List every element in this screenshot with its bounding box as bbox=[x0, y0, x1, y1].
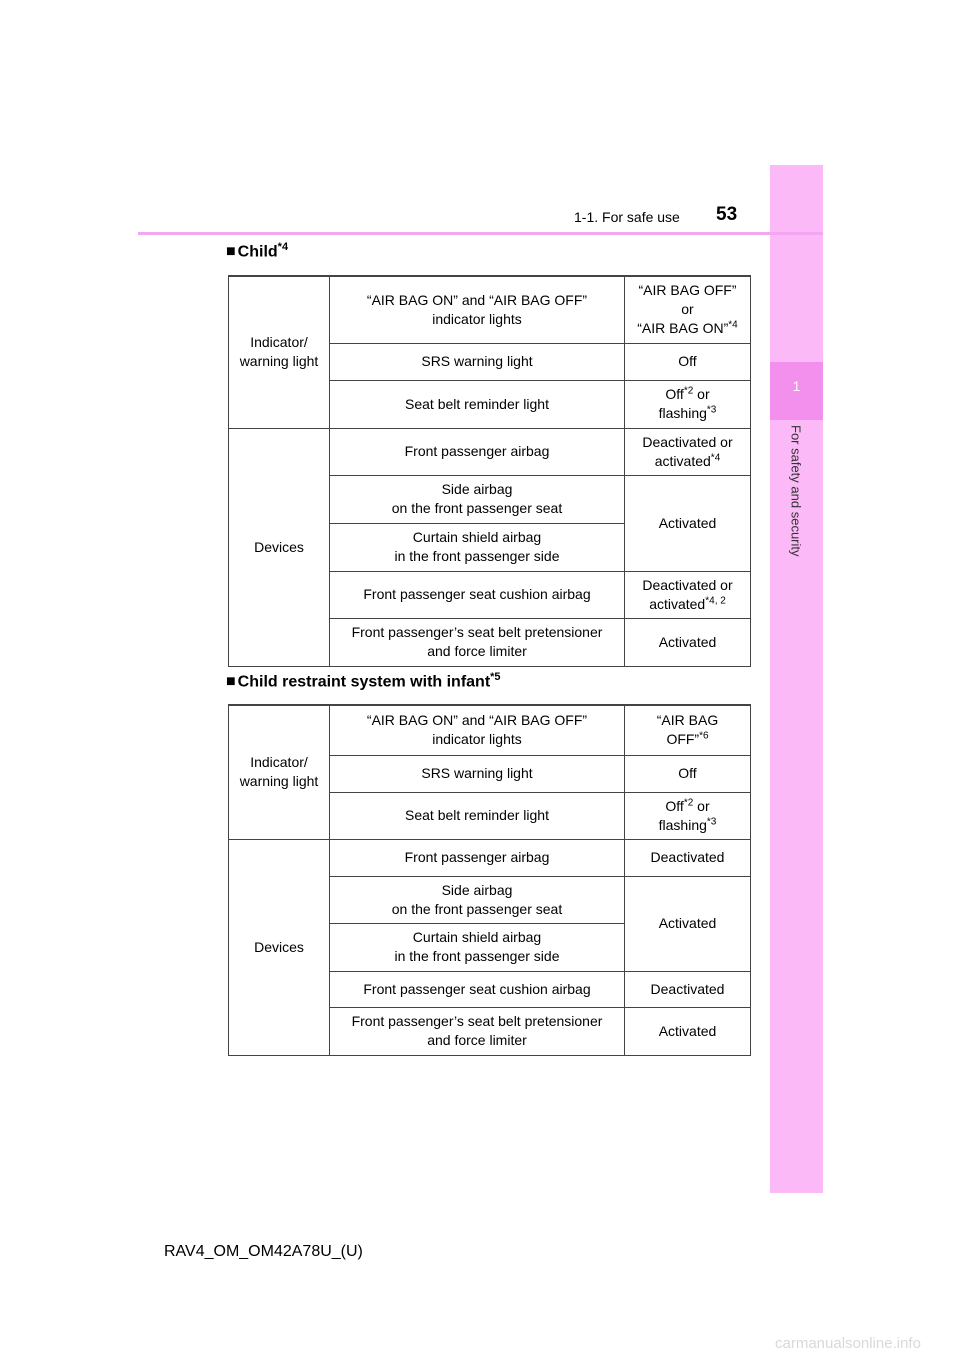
table-cell-value: “AIR BAG OFF” or “AIR BAG ON”$^{*4}$ bbox=[625, 276, 751, 343]
table-cell-item: Curtain shield airbag in the front passenger side bbox=[330, 923, 625, 971]
table-cell-item: Front passenger’s seat belt pretensioner and force limiter bbox=[330, 1007, 625, 1055]
table-cell-value: Off bbox=[625, 343, 751, 380]
table-row bbox=[229, 428, 751, 475]
infant-section-heading bbox=[226, 671, 501, 691]
chapter-label: For safety and security bbox=[788, 425, 804, 557]
table-cell-value: Deactivated or activated$^{*4, 2}$ bbox=[625, 571, 751, 618]
table-cell-item: “AIR BAG ON” and “AIR BAG OFF” indicator lights bbox=[330, 705, 625, 755]
table-cell-value: Activated bbox=[625, 876, 751, 971]
table-cell-value: Activated bbox=[625, 618, 751, 666]
table-cell-item: Front passenger’s seat belt pretensioner and force limiter bbox=[330, 618, 625, 666]
chapter-number-tab: 1 bbox=[770, 362, 823, 420]
header-divider bbox=[138, 232, 823, 235]
table-cell-item: Front passenger seat cushion airbag bbox=[330, 971, 625, 1007]
watermark-link[interactable]: carmanualsonline.info bbox=[775, 1335, 921, 1352]
table-cell-value: Deactivated bbox=[625, 971, 751, 1007]
table-cell-item: SRS warning light bbox=[330, 343, 625, 380]
table-row bbox=[229, 705, 751, 755]
table-cell-item: Seat belt reminder light bbox=[330, 792, 625, 839]
table-row bbox=[229, 276, 751, 343]
table-row bbox=[229, 839, 751, 876]
table-cell-value: Activated bbox=[625, 475, 751, 571]
chapter-side-tab bbox=[770, 165, 823, 1193]
document-code: RAV4_OM_OM42A78U_(U) bbox=[164, 1243, 363, 1260]
child-section-title: Child bbox=[237, 243, 278, 261]
table-cell-item: Seat belt reminder light bbox=[330, 380, 625, 428]
table-cell-item: SRS warning light bbox=[330, 755, 625, 792]
table-cell-item: Front passenger airbag bbox=[330, 428, 625, 475]
infant-section-footnote: *5 bbox=[490, 671, 501, 683]
table-cell-value: Off$^{*2}$ or flashing$^{*3}$ bbox=[625, 792, 751, 839]
table-cell-value: Activated bbox=[625, 1007, 751, 1055]
bullet-square-icon: ■ bbox=[226, 243, 236, 261]
header-section-title: 1-1. For safe use bbox=[574, 209, 680, 225]
infant-status-table bbox=[228, 704, 751, 1056]
table-cell-value: Deactivated bbox=[625, 839, 751, 876]
table-cell-item: Front passenger seat cushion airbag bbox=[330, 571, 625, 618]
bullet-square-icon: ■ bbox=[226, 673, 236, 691]
indicator-row-label: Indicator/ warning light bbox=[229, 276, 330, 428]
infant-section-title: Child restraint system with infant bbox=[237, 673, 491, 691]
child-section-footnote: *4 bbox=[277, 241, 289, 253]
table-cell-value: Deactivated or activated$^{*4}$ bbox=[625, 428, 751, 475]
devices-row-label: Devices bbox=[229, 428, 330, 666]
table-cell-item: Side airbag on the front passenger seat bbox=[330, 475, 625, 523]
table-cell-value: Off$^{*2}$ or flashing$^{*3}$ bbox=[625, 380, 751, 428]
child-section-heading bbox=[226, 241, 288, 261]
child-status-table bbox=[228, 275, 751, 667]
page-number: 53 bbox=[716, 204, 738, 225]
devices-row-label: Devices bbox=[229, 839, 330, 1055]
table-cell-item: Side airbag on the front passenger seat bbox=[330, 876, 625, 923]
table-cell-item: “AIR BAG ON” and “AIR BAG OFF” indicator lights bbox=[330, 276, 625, 343]
table-cell-value: “AIR BAG OFF”$^{*6}$ bbox=[625, 705, 751, 755]
table-cell-item: Front passenger airbag bbox=[330, 839, 625, 876]
indicator-row-label: Indicator/ warning light bbox=[229, 705, 330, 839]
table-cell-item: Curtain shield airbag in the front passenger side bbox=[330, 523, 625, 571]
table-cell-value: Off bbox=[625, 755, 751, 792]
